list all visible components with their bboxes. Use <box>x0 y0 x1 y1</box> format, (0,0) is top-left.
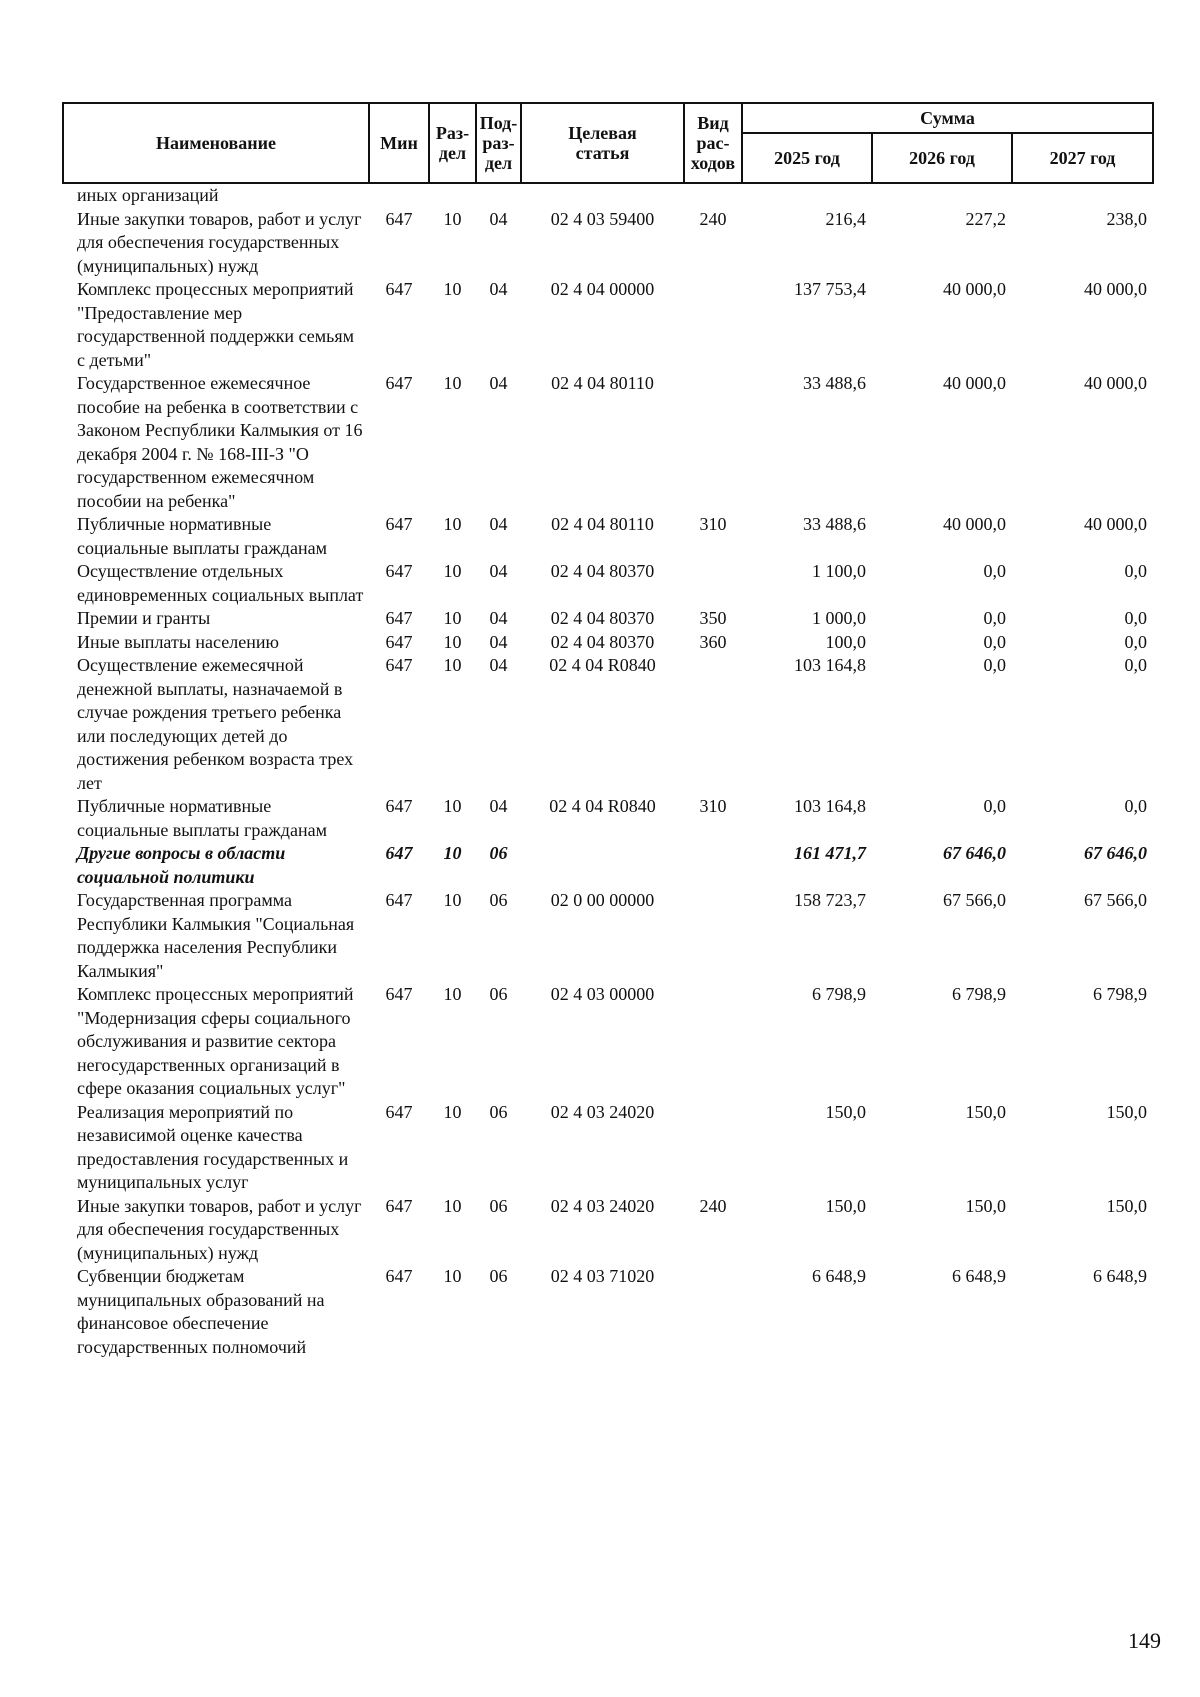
row-podrazdel: 06 <box>489 1266 508 1286</box>
row-name: Комплекс процессных мероприятий "Предоставление мер государственной поддержки семьям с детьми" <box>77 279 354 370</box>
row-sum-2026: 227,2 <box>965 208 1006 229</box>
row-vid-rashodov: 240 <box>699 208 727 229</box>
row-sum-2026: 0,0 <box>983 561 1006 581</box>
row-razdel: 10 <box>443 655 462 675</box>
row-podrazdel: 04 <box>489 561 508 581</box>
row-name: Другие вопросы в области социальной политики <box>77 843 286 887</box>
row-celevaya-statya: 02 4 03 71020 <box>550 1266 655 1286</box>
row-sum-2026 <box>872 183 1012 208</box>
header-summa: Сумма <box>742 103 1153 133</box>
row-sum-2027: 0,0 <box>1124 655 1148 675</box>
row-vid-rashodov <box>684 278 742 372</box>
row-vid-rashodov <box>684 983 742 1101</box>
row-sum-2026: 67 646,0 <box>943 843 1006 863</box>
row-name: Премии и гранты <box>77 608 211 628</box>
row-sum-2026: 0,0 <box>983 796 1006 816</box>
header-celevaya <box>521 103 684 183</box>
row-vid-rashodov: 310 <box>699 796 727 816</box>
row-sum-2025: 1 000,0 <box>812 608 866 628</box>
row-celevaya-statya: 02 4 04 80110 <box>551 373 654 393</box>
header-razdel <box>429 103 476 183</box>
table-row <box>63 560 1153 607</box>
header-2026: 2026 год <box>872 133 1012 183</box>
row-sum-2027: 40 000,0 <box>1084 373 1148 393</box>
row-sum-2027: 67 566,0 <box>1084 890 1148 910</box>
row-razdel: 10 <box>443 890 462 910</box>
row-name: иных организаций <box>77 185 219 205</box>
table-row <box>63 372 1153 513</box>
row-sum-2027 <box>1012 183 1153 208</box>
row-sum-2027: 150,0 <box>1106 1101 1148 1122</box>
row-sum-2025: 150,0 <box>825 1101 866 1122</box>
row-name: Публичные нормативные социальные выплаты гражданам <box>77 514 327 558</box>
header-vid-text: Вид рас- ходов <box>690 113 736 173</box>
row-min: 647 <box>385 373 413 393</box>
row-celevaya-statya: 02 4 04 00000 <box>550 279 655 299</box>
row-min <box>369 183 429 208</box>
table-row <box>63 842 1153 889</box>
row-sum-2027: 6 798,9 <box>1093 984 1148 1004</box>
row-name: Публичные нормативные социальные выплаты гражданам <box>77 796 327 840</box>
row-podrazdel: 04 <box>489 208 508 229</box>
row-celevaya-statya: 02 4 03 24020 <box>550 1195 655 1216</box>
row-vid-rashodov <box>684 842 742 889</box>
row-celevaya-statya: 02 0 00 00000 <box>550 890 655 910</box>
row-sum-2025: 33 488,6 <box>803 373 866 393</box>
row-min: 647 <box>385 208 413 229</box>
row-razdel <box>429 183 476 208</box>
row-celevaya-statya: 02 4 04 80370 <box>550 631 655 652</box>
row-podrazdel: 06 <box>489 1195 508 1216</box>
row-celevaya-statya: 02 4 04 R0840 <box>549 655 656 675</box>
row-name: Государственная программа Республики Калмыкия "Социальная поддержка населения Республики Калмыкия" <box>77 890 355 981</box>
table-row <box>63 631 1153 655</box>
table-row <box>63 654 1153 795</box>
row-sum-2025: 137 753,4 <box>794 279 866 299</box>
row-razdel: 10 <box>443 1195 462 1216</box>
row-sum-2025: 103 164,8 <box>794 655 866 675</box>
row-sum-2026: 150,0 <box>965 1195 1006 1216</box>
row-sum-2026: 6 798,9 <box>952 984 1006 1004</box>
row-min: 647 <box>385 561 413 581</box>
row-min: 647 <box>385 514 413 534</box>
row-podrazdel: 04 <box>489 655 508 675</box>
row-razdel: 10 <box>443 279 462 299</box>
row-sum-2027: 238,0 <box>1106 208 1148 229</box>
row-min: 647 <box>385 279 413 299</box>
row-celevaya-statya: 02 4 04 80370 <box>550 608 655 628</box>
row-razdel: 10 <box>443 514 462 534</box>
row-razdel: 10 <box>443 373 462 393</box>
row-min: 647 <box>385 1266 413 1286</box>
row-sum-2026: 0,0 <box>983 608 1006 628</box>
header-podrazdel <box>476 103 521 183</box>
budget-table <box>62 102 1154 1359</box>
row-razdel: 10 <box>443 561 462 581</box>
row-sum-2026: 6 648,9 <box>952 1266 1006 1286</box>
row-celevaya-statya: 02 4 03 24020 <box>550 1101 655 1122</box>
table-header <box>63 103 1153 183</box>
row-name: Осуществление отдельных единовременных социальных выплат <box>77 561 364 605</box>
row-sum-2025: 161 471,7 <box>794 843 866 863</box>
row-min: 647 <box>385 796 413 816</box>
row-name: Государственное ежемесячное пособие на ребенка в соответствии с Законом Республики Калмыкия от 16 декабря 2004 г. № 168-III-З "О государственном ежемесячном пособии на ребенка" <box>77 373 363 511</box>
row-name: Иные закупки товаров, работ и услуг для обеспечения государственных (муниципальных) нужд <box>77 1195 362 1263</box>
row-podrazdel <box>476 183 521 208</box>
row-sum-2025: 216,4 <box>825 208 866 229</box>
row-razdel: 10 <box>443 1266 462 1286</box>
row-razdel: 10 <box>443 208 462 229</box>
row-vid-rashodov <box>684 183 742 208</box>
row-name: Иные выплаты населению <box>77 631 279 652</box>
row-vid-rashodov <box>684 560 742 607</box>
row-sum-2027: 40 000,0 <box>1084 279 1148 299</box>
header-2027: 2027 год <box>1012 133 1153 183</box>
header-min: Мин <box>369 103 429 183</box>
row-name: Осуществление ежемесячной денежной выплаты, назначаемой в случае рождения третьего ребенка или последующих детей до достижения ребенком возраста трех лет <box>77 655 354 793</box>
row-podrazdel: 04 <box>489 514 508 534</box>
row-sum-2027: 150,0 <box>1106 1195 1148 1216</box>
header-podrazdel-text: Под- раз- дел <box>479 113 518 173</box>
header-celevaya-text: Целевая статья <box>568 123 637 163</box>
row-vid-rashodov <box>684 1265 742 1359</box>
row-min: 647 <box>385 608 413 628</box>
row-sum-2027: 40 000,0 <box>1084 514 1148 534</box>
row-razdel: 10 <box>443 631 462 652</box>
row-sum-2025: 6 648,9 <box>812 1266 866 1286</box>
row-min: 647 <box>385 631 413 652</box>
row-sum-2025: 100,0 <box>825 631 866 652</box>
row-sum-2025: 33 488,6 <box>803 514 866 534</box>
row-min: 647 <box>385 1195 413 1216</box>
row-celevaya-statya: 02 4 04 R0840 <box>549 796 656 816</box>
row-celevaya-statya: 02 4 03 59400 <box>550 208 655 229</box>
row-sum-2026: 67 566,0 <box>943 890 1006 910</box>
row-podrazdel: 04 <box>489 608 508 628</box>
row-name: Субвенции бюджетам муниципальных образований на финансовое обеспечение государственных полномочий <box>77 1266 325 1357</box>
row-sum-2026: 0,0 <box>983 655 1006 675</box>
row-sum-2027: 67 646,0 <box>1084 843 1148 863</box>
table-row <box>63 607 1153 631</box>
row-name: Иные закупки товаров, работ и услуг для обеспечения государственных (муниципальных) нужд <box>77 208 362 276</box>
row-razdel: 10 <box>443 984 462 1004</box>
row-podrazdel: 04 <box>489 279 508 299</box>
table-row <box>63 889 1153 983</box>
row-sum-2025: 158 723,7 <box>794 890 866 910</box>
row-podrazdel: 06 <box>489 843 508 863</box>
row-celevaya-statya: 02 4 04 80110 <box>551 514 654 534</box>
row-celevaya-statya <box>521 183 684 208</box>
row-vid-rashodov <box>684 654 742 795</box>
row-vid-rashodov: 310 <box>699 514 727 534</box>
header-2025: 2025 год <box>742 133 872 183</box>
row-celevaya-statya <box>521 842 684 889</box>
row-name: Реализация мероприятий по независимой оценке качества предоставления государственных и муниципальных услуг <box>77 1101 349 1192</box>
row-sum-2027: 6 648,9 <box>1093 1266 1148 1286</box>
table-row <box>63 278 1153 372</box>
row-sum-2026: 40 000,0 <box>943 373 1006 393</box>
row-vid-rashodov: 350 <box>699 608 727 628</box>
table-row <box>63 208 1153 279</box>
table-row <box>63 1195 1153 1266</box>
row-sum-2025: 150,0 <box>825 1195 866 1216</box>
row-celevaya-statya: 02 4 03 00000 <box>550 984 655 1004</box>
row-sum-2025 <box>742 183 872 208</box>
table-row <box>63 983 1153 1101</box>
row-min: 647 <box>385 843 413 863</box>
row-vid-rashodov: 240 <box>699 1195 727 1216</box>
row-name: Комплекс процессных мероприятий "Модернизация сферы социального обслуживания и развитие сектора негосударственных организаций в сфере оказания социальных услуг" <box>77 984 354 1098</box>
header-name: Наименование <box>63 103 369 183</box>
table-row <box>63 795 1153 842</box>
row-celevaya-statya: 02 4 04 80370 <box>550 561 655 581</box>
table-row <box>63 513 1153 560</box>
row-razdel: 10 <box>443 1101 462 1122</box>
header-vid <box>684 103 742 183</box>
table-row <box>63 183 1153 208</box>
row-podrazdel: 04 <box>489 373 508 393</box>
table-row <box>63 1265 1153 1359</box>
row-sum-2026: 40 000,0 <box>943 514 1006 534</box>
row-min: 647 <box>385 655 413 675</box>
page-number: 149 <box>1128 1628 1161 1653</box>
row-sum-2026: 0,0 <box>983 631 1006 652</box>
row-vid-rashodov <box>684 889 742 983</box>
row-sum-2025: 6 798,9 <box>812 984 866 1004</box>
row-sum-2026: 40 000,0 <box>943 279 1006 299</box>
row-podrazdel: 06 <box>489 1101 508 1122</box>
header-razdel-text: Раз- дел <box>435 123 470 163</box>
row-sum-2025: 1 100,0 <box>812 561 866 581</box>
row-sum-2025: 103 164,8 <box>794 796 866 816</box>
row-sum-2027: 0,0 <box>1124 796 1148 816</box>
table-row <box>63 1101 1153 1195</box>
row-min: 647 <box>385 984 413 1004</box>
row-podrazdel: 06 <box>489 890 508 910</box>
row-razdel: 10 <box>443 796 462 816</box>
row-podrazdel: 06 <box>489 984 508 1004</box>
row-min: 647 <box>385 1101 413 1122</box>
row-vid-rashodov <box>684 372 742 513</box>
row-podrazdel: 04 <box>489 631 508 652</box>
row-podrazdel: 04 <box>489 796 508 816</box>
row-sum-2026: 150,0 <box>965 1101 1006 1122</box>
table-body <box>63 183 1153 1359</box>
row-sum-2027: 0,0 <box>1124 631 1148 652</box>
row-sum-2027: 0,0 <box>1124 561 1148 581</box>
row-sum-2027: 0,0 <box>1124 608 1148 628</box>
row-min: 647 <box>385 890 413 910</box>
row-vid-rashodov <box>684 1101 742 1195</box>
row-razdel: 10 <box>443 608 462 628</box>
row-razdel: 10 <box>443 843 462 863</box>
row-vid-rashodov: 360 <box>699 631 727 652</box>
